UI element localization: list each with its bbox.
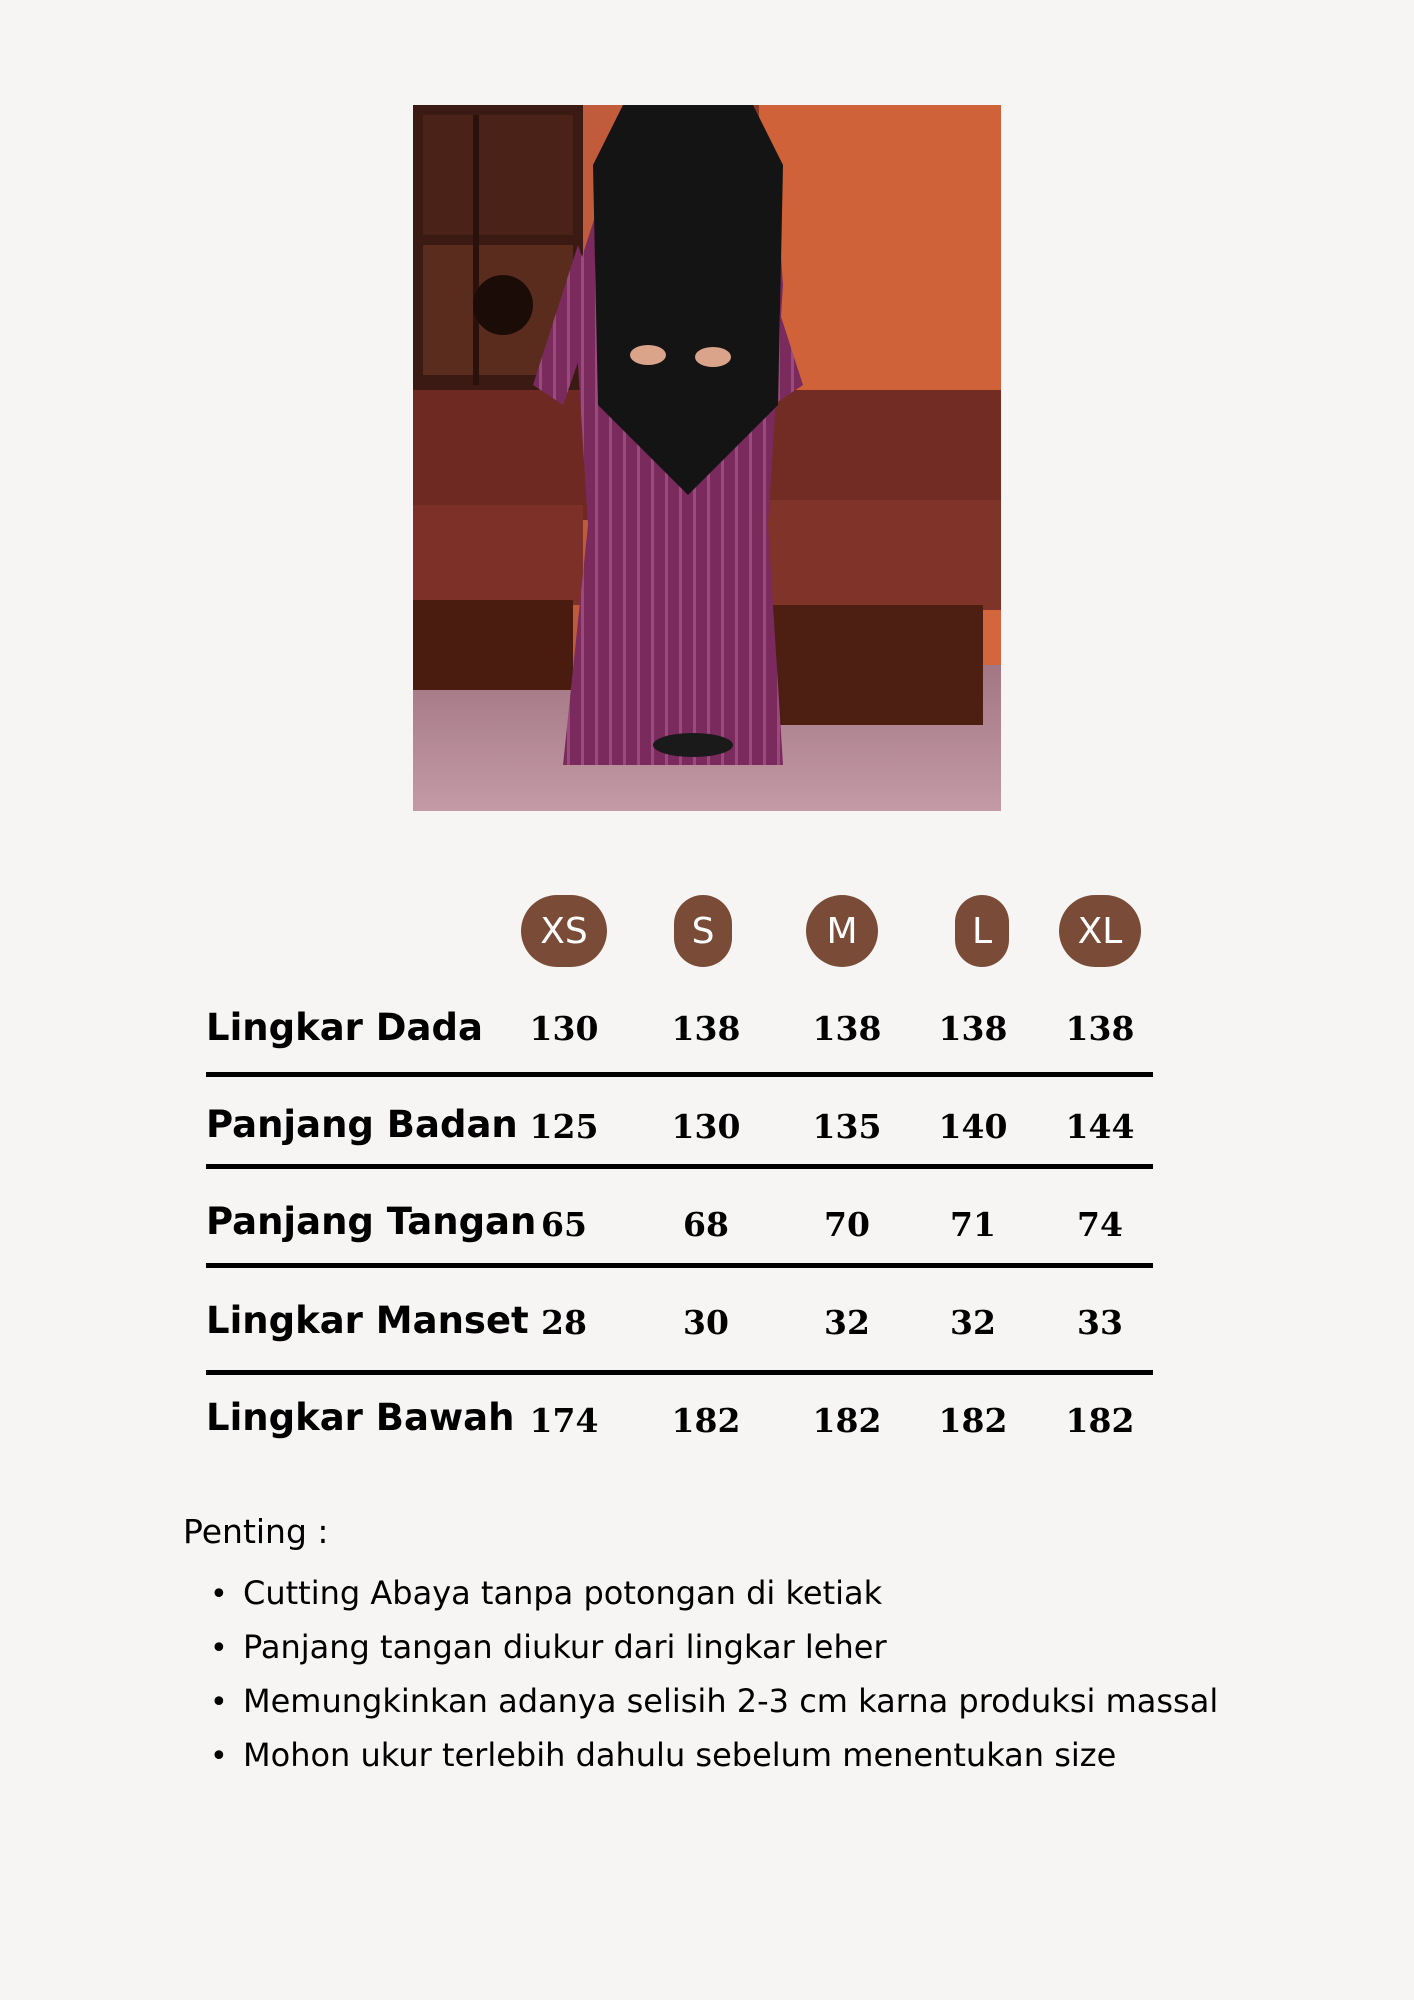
row-divider: [206, 1164, 1153, 1169]
cell-value: 125: [529, 1107, 599, 1146]
row-divider: [206, 1263, 1153, 1268]
list-item: • Cutting Abaya tanpa potongan di ketiak: [210, 1566, 1218, 1620]
list-item: • Mohon ukur terlebih dahulu sebelum menentukan size: [210, 1728, 1218, 1782]
cell-value: 130: [529, 1009, 599, 1048]
list-item: • Panjang tangan diukur dari lingkar leher: [210, 1620, 1218, 1674]
size-badge-xl: XL: [1059, 895, 1141, 967]
size-badge-xs: XS: [521, 895, 607, 967]
cell-value: 138: [671, 1009, 741, 1048]
notes-title: Penting :: [183, 1512, 329, 1551]
size-badge-m: M: [806, 895, 878, 967]
cell-value: 144: [1065, 1107, 1135, 1146]
product-photo: [413, 105, 1001, 811]
row-label-panjang-tangan: Panjang Tangan: [206, 1200, 537, 1243]
cell-value: 140: [938, 1107, 1008, 1146]
row-label-lingkar-manset: Lingkar Manset: [206, 1299, 529, 1342]
list-item: • Memungkinkan adanya selisih 2-3 cm karna produksi massal: [210, 1674, 1218, 1728]
notes-list: [210, 1566, 1218, 1782]
cell-value: 33: [1077, 1303, 1123, 1342]
cell-value: 182: [1065, 1401, 1135, 1440]
cell-value: 182: [671, 1401, 741, 1440]
cell-value: 174: [529, 1401, 599, 1440]
cell-value: 71: [950, 1205, 996, 1244]
cell-value: 182: [812, 1401, 882, 1440]
row-label-lingkar-dada: Lingkar Dada: [206, 1006, 483, 1049]
cell-value: 138: [812, 1009, 882, 1048]
cell-value: 28: [541, 1303, 587, 1342]
size-badge-l: L: [955, 895, 1009, 967]
cell-value: 65: [541, 1205, 587, 1244]
cell-value: 130: [671, 1107, 741, 1146]
cell-value: 70: [824, 1205, 870, 1244]
row-label-panjang-badan: Panjang Badan: [206, 1103, 518, 1146]
cell-value: 138: [1065, 1009, 1135, 1048]
cell-value: 135: [812, 1107, 882, 1146]
cell-value: 30: [683, 1303, 729, 1342]
cell-value: 32: [824, 1303, 870, 1342]
cell-value: 32: [950, 1303, 996, 1342]
size-badge-s: S: [674, 895, 732, 967]
row-divider: [206, 1370, 1153, 1375]
cell-value: 74: [1077, 1205, 1123, 1244]
cell-value: 68: [683, 1205, 729, 1244]
cell-value: 182: [938, 1401, 1008, 1440]
row-label-lingkar-bawah: Lingkar Bawah: [206, 1396, 515, 1439]
cell-value: 138: [938, 1009, 1008, 1048]
row-divider: [206, 1072, 1153, 1077]
